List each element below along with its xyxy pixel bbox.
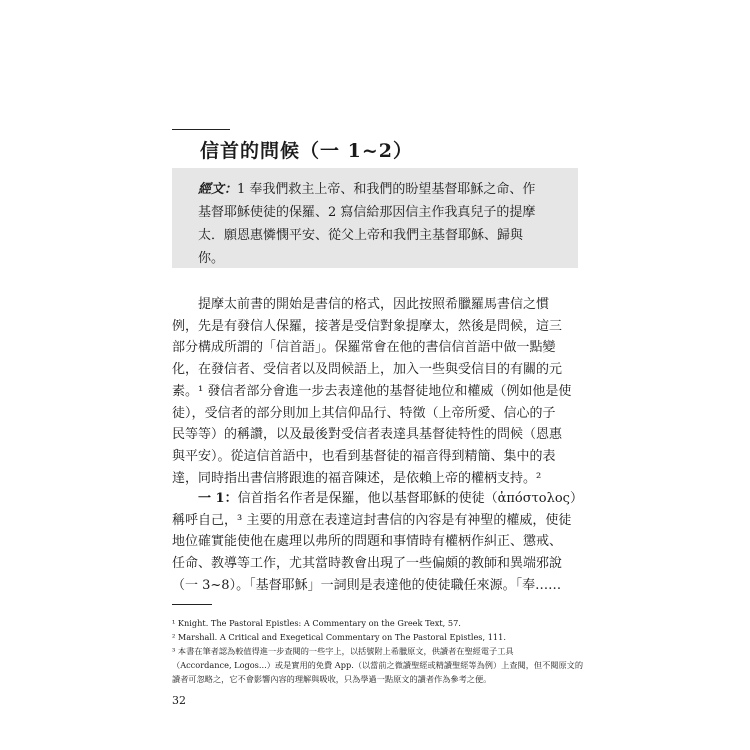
paragraph-text: 信首指名作者是保羅，他以基督耶穌的使徒（ἀπόστολος） bbox=[237, 491, 583, 506]
footnotes bbox=[172, 616, 582, 686]
paragraph-line: 化，在發信者、受信者以及問候語上，加入一些與受信目的有關的元 bbox=[172, 362, 563, 378]
scripture-line bbox=[198, 178, 566, 201]
paragraph-line bbox=[172, 488, 583, 510]
paragraph-line: 地位確實能使他在處理以弗所的問題和事情時有權柄作糾正、懲戒、 bbox=[172, 534, 563, 550]
footnote: ³ 本書在筆者認為較值得進一步查閱的一些字上，以括號附上希臘原文，供讀者在聖經電子工具 bbox=[172, 646, 514, 656]
body-paragraph-2 bbox=[172, 488, 583, 597]
paragraph-line: 達，同時指出書信將跟進的福音陳述，是依賴上帝的權柄支持。² bbox=[172, 470, 542, 486]
paragraph-line: 民等等）的稱讚，以及最後對受信者表達具基督徒特性的問候（恩惠 bbox=[172, 427, 563, 443]
paragraph-line: 稱呼自己，³ 主要的用意在表達這封書信的內容是有神聖的權威，使徒 bbox=[172, 512, 572, 528]
scripture-line: 太．願恩惠憐憫平安、從父上帝和我們主基督耶穌、歸與 bbox=[198, 228, 524, 243]
body-paragraph-1 bbox=[172, 294, 578, 489]
paragraph-line: 素。¹ 發信者部分會進一步去表達他的基督徒地位和權威（例如他是使 bbox=[172, 383, 572, 399]
scripture-line: 基督耶穌使徒的保羅、2 寫信給那因信主作我真兒子的提摩 bbox=[198, 205, 536, 220]
paragraph-line: 部分構成所謂的「信首語」。保羅常會在他的書信信首語中做一點變 bbox=[172, 340, 556, 356]
paragraph-line: 任命、教導等工作，尤其當時教會出現了一些偏頗的教師和異端邪說 bbox=[172, 556, 563, 572]
footnote: 讀者可忽略之，它不會影響內容的理解與吸收，只為學過一點原文的讀者作為參考之便。 bbox=[172, 674, 492, 684]
scripture-label: 經文： bbox=[198, 182, 238, 197]
footnote: ² Marshall. A Critical and Exegetical Commentary on The Pastoral Epistles, 111. bbox=[172, 632, 506, 642]
scripture-text: 1 奉我們救主上帝、和我們的盼望基督耶穌之命、作 bbox=[237, 182, 536, 197]
paragraph-line: 徒），受信者的部分則加上其信仰品行、特徵（上帝所愛、信心的子 bbox=[172, 405, 556, 421]
paragraph-line: 例，先是有發信人保羅，接著是受信對象提摩太，然後是問候，這三 bbox=[172, 318, 563, 334]
scripture-line: 你。 bbox=[198, 251, 225, 266]
section-heading: 信首的問候（一 1~2） bbox=[200, 140, 413, 162]
verse-reference: 一 1： bbox=[198, 491, 238, 506]
footnote: ¹ Knight. The Pastoral Epistles: A Commentary on the Greek Text, 57. bbox=[172, 618, 461, 628]
page-number: 32 bbox=[172, 694, 186, 707]
paragraph-line: 與平安）。從這信首語中，也看到基督徒的福音得到精簡、集中的表 bbox=[172, 448, 556, 464]
paragraph-line: （一 3~8）。「基督耶穌」一詞則是表達他的使徒職任來源。「奉…… bbox=[172, 577, 562, 593]
scripture-box bbox=[172, 168, 578, 268]
footnote: （Accordance, Logos...）或是實用的免費 App.（以當前之微讀聖經或精讀聖經等為例）上查閱，但不閱原文的 bbox=[172, 660, 584, 670]
footnote-rule bbox=[172, 604, 212, 605]
paragraph-line: 提摩太前書的開始是書信的格式，因此按照希臘羅馬書信之慣 bbox=[198, 297, 550, 312]
heading-rule bbox=[172, 129, 230, 130]
